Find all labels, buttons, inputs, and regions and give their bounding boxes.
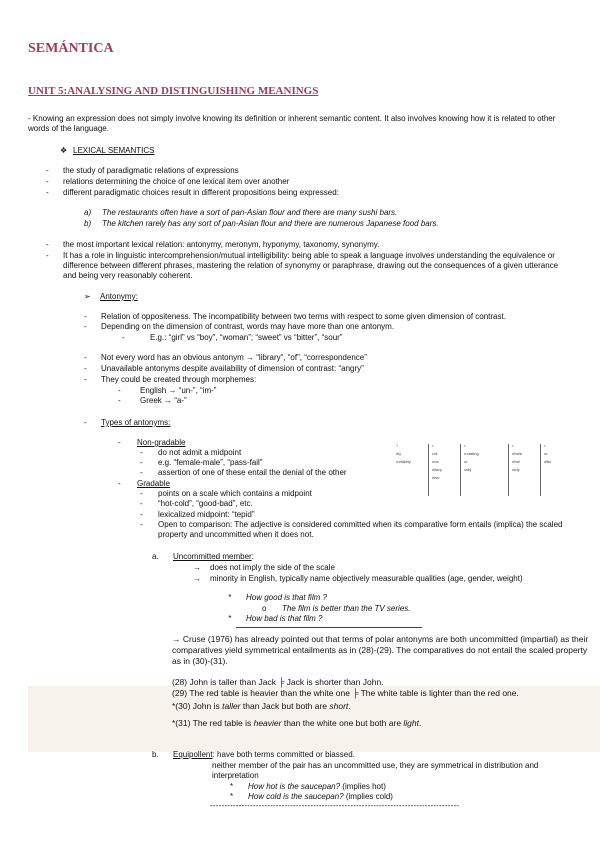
cruse-paragraph: → Cruse (1976) has already pointed out that terms of polar antonyms are both uncommitted (impartial) as their comparatives yield symmetrical entailments as in (28)-(29). The comparatives do not entail the scaled property as in (30)-(31). (172, 634, 589, 666)
example-bad: * How bad is that film ? (228, 614, 323, 623)
example-hot: * How hot is the saucepan? (implies hot) (230, 782, 386, 791)
list-item: - They could be created through morphemes: (84, 375, 257, 384)
list-item: - relations determining the choice of one lexical item over another (46, 177, 290, 186)
list-item: - lexicalized midpoint: “tepid” (140, 510, 255, 519)
figure-column: + •lly •unlikely (396, 443, 411, 464)
intro-paragraph: - Knowing an expression does not simply involve knowing its definition or inherent semantic content. It also involves knowing how it is related to other words of the language. (28, 114, 556, 133)
example-good-sub: o The film is better than the TV series. (262, 604, 411, 613)
uncommitted-heading: Uncommitted member: (173, 552, 254, 561)
example-30: *(30) John is taller than Jack but both are short. (172, 701, 351, 711)
list-item: - It has a role in linguistic intercomprehension/mutual intelligibility: being able to speak a language involves understanding the equivalence or difference between different phrases, mastering the relation of synonymy or paraphrase, drawing out the consequences of a given utterance and being very reasonably coherent. (46, 251, 559, 280)
list-item: - Unavailable antonyms despite availability of dimension of contrast: “angry” (84, 364, 364, 373)
example-a: a) The restaurants often have a sort of pan-Asian flour and there are many sushi bars. (84, 208, 398, 217)
figure-column: • •rotating •s •ally (464, 443, 479, 472)
list-item: - “hot-cold”, “good-bad”, etc. (140, 499, 253, 508)
arrow-bullet-icon: ➢ (84, 292, 91, 301)
list-item: → minority in English, typically name objectively measurable qualities (age, gender, weight) (193, 574, 523, 583)
example-good: * How good is that film ? (228, 593, 327, 602)
lexical-semantics-heading: LEXICAL SEMANTICS (73, 146, 155, 155)
example-b: b) The kitchen rarely has any sort of pan-Asian flour and there are numerous Japanese food bars. (84, 219, 439, 228)
list-item: - the most important lexical relation: antonymy, meronym, hyponymy, taxonomy, synonymy. (46, 240, 380, 249)
list-item: - assertion of one of these entail the denial of the other (140, 468, 347, 477)
uncommitted-label: a. (152, 552, 159, 561)
morpheme-greek: - Greek → “a-” (118, 396, 187, 405)
nongradable-heading: - Non-gradable (118, 438, 186, 447)
list-item: → does not imply the side of the scale (193, 563, 335, 572)
antonym-table-image (392, 438, 584, 502)
equipollent-heading: Equipollent: have both terms committed or biassed. (173, 750, 355, 759)
gradable-heading: - Gradable (118, 479, 170, 488)
antonymy-heading: Antonymy: (100, 292, 138, 301)
figure-column: • •ell •etc •litary •tive (432, 443, 442, 480)
list-item: - Not every word has an obvious antonym → “library”, “of”, “correspondence” (84, 353, 367, 362)
diamond-bullet-icon: ❖ (60, 146, 68, 155)
example-29: (29) The red table is heavier than the white one ╞ The white table is lighter than the red one. (172, 688, 519, 698)
morpheme-english: - English → “un-”, “im-” (118, 386, 217, 395)
example-28: (28) John is taller than Jack ╞ Jack is shorter than John. (172, 677, 384, 687)
list-item: - points on a scale which contains a midpoint (140, 489, 312, 498)
list-item: - different paradigmatic choices result in different propositions being expressed: (46, 188, 339, 197)
figure-column: • •thele •thel •tidy (512, 443, 523, 472)
types-heading: - Types of antonyms: (84, 418, 171, 427)
list-item: - e.g. “female-male”, “pass-fail” (140, 458, 263, 467)
list-item: - Open to comparison: The adjective is considered committed when its comparative form entails (implica) the scaled property and uncommitted when it does not. (140, 520, 563, 539)
list-item: - the study of paradigmatic relations of expressions (46, 166, 239, 175)
example-31: *(31) The red table is heavier than the white one but both are light. (172, 718, 422, 728)
figure-column: • •e •tille (544, 443, 552, 464)
equipollent-text: neither member of the pair has an uncommitted use, they are symmetrical in distribution and interpretation (212, 761, 539, 780)
divider (236, 627, 422, 628)
page-title: SEMÁNTICA (28, 41, 114, 56)
antonymy-example: - E.g.: “girl” vs “boy”, “woman”; “sweet” vs “bitter”, “sour” (122, 333, 343, 342)
list-item: - do not admit a midpoint (140, 448, 242, 457)
equipollent-label: b. (152, 750, 159, 759)
dashed-divider: --------------------------------------------------------------------------------------- (210, 801, 460, 810)
unit-heading: UNIT 5:ANALYSING AND DISTINGUISHING MEANINGS (28, 85, 319, 97)
list-item: - Relation of oppositeness. The incompatibility between two terms with respect to some given dimension of contrast. (84, 312, 506, 321)
list-item: - Depending on the dimension of contrast, words may have more than one antonym. (84, 322, 395, 331)
example-cold: * How cold is the saucepan? (implies cold) (230, 792, 393, 801)
